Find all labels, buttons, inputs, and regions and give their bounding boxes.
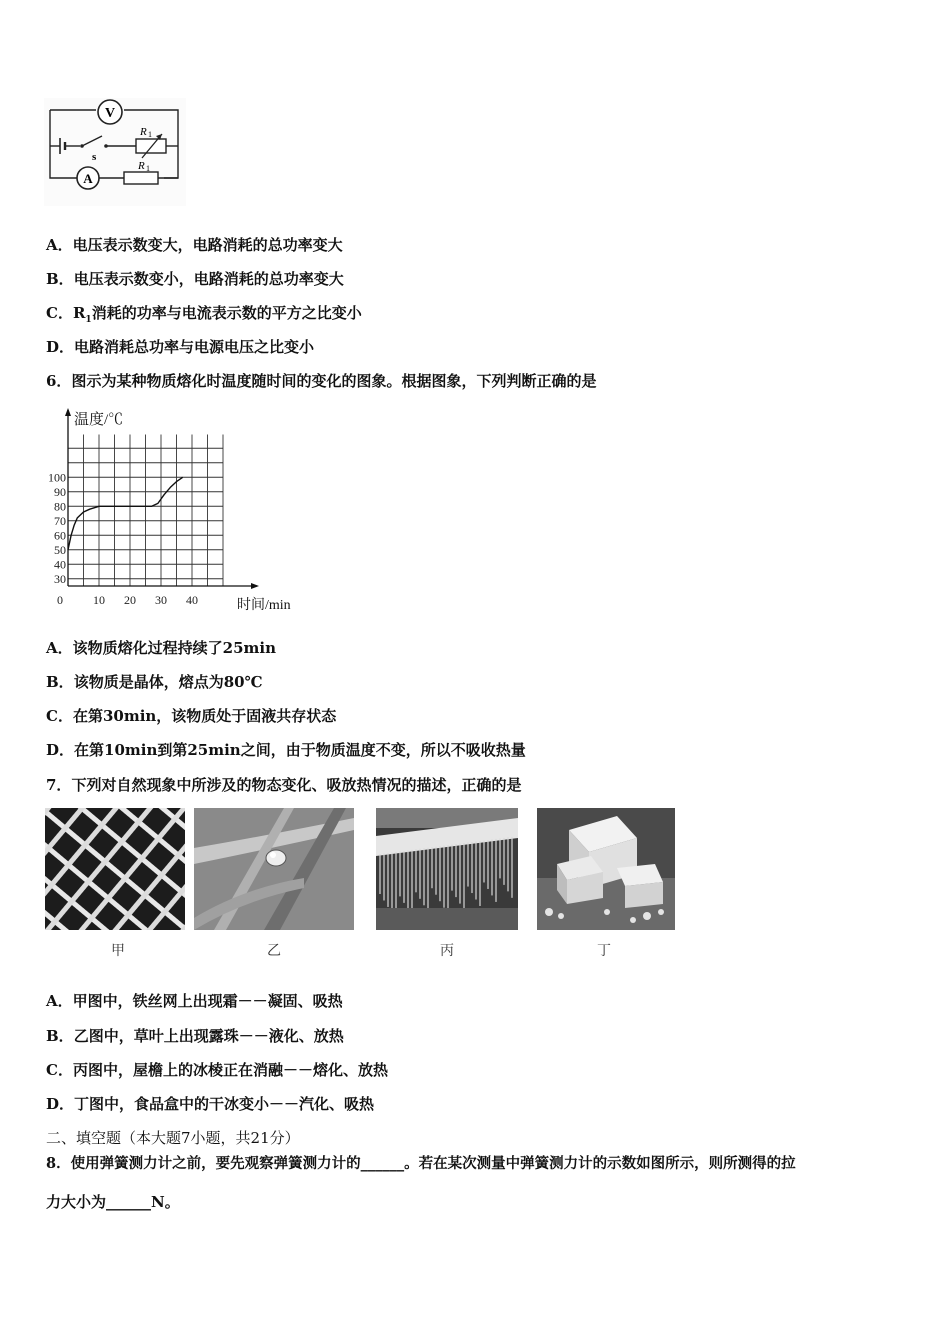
q7-option-b[interactable]: B．乙图中，草叶上出现露珠－－液化、放热	[46, 1027, 344, 1045]
y-tick-label: 80	[54, 499, 66, 514]
q5-option-a[interactable]: A．电压表示数变大，电路消耗的总功率变大	[46, 236, 343, 254]
y-axis-arrow	[65, 408, 71, 416]
svg-text:1: 1	[146, 164, 150, 173]
svg-text:R: R	[138, 160, 145, 172]
caption-bing: 丙	[440, 943, 454, 959]
y-tick-label: 90	[54, 484, 66, 499]
circuit-diagram	[44, 98, 186, 206]
y-tick-label: 60	[54, 528, 66, 543]
photo-dew-on-grass	[194, 808, 354, 930]
q7-option-a[interactable]: A．甲图中，铁丝网上出现霜－－凝固、吸热	[46, 992, 343, 1010]
q5-option-c[interactable]: C．$R_1$消耗的功率与电流表示数的平方之比变小	[46, 304, 362, 325]
x-axis-label: 时间/min	[237, 598, 291, 613]
q5-option-d[interactable]: D．电路消耗总功率与电源电压之比变小	[46, 338, 315, 356]
q6-option-c[interactable]: C．在第30min，该物质处于固液共存状态	[46, 707, 337, 725]
q6-option-b[interactable]: B．该物质是晶体，熔点为80℃	[46, 673, 263, 691]
voltmeter	[98, 100, 122, 124]
x-tick-label: 10	[93, 593, 105, 607]
x-tick-label: 20	[124, 593, 136, 607]
x-tick-label: 30	[155, 593, 167, 607]
x-tick-label: 0	[57, 593, 63, 607]
photo-frost-wire-mesh	[45, 808, 185, 930]
svg-text:s: s	[92, 151, 97, 163]
y-tick-label: 50	[54, 542, 66, 557]
q7-stem: 7．下列对自然现象中所涉及的物态变化、吸放热情况的描述，正确的是	[46, 776, 522, 794]
y-tick-label: 100	[48, 470, 66, 485]
photo-dry-ice	[537, 808, 675, 930]
q6-option-d[interactable]: D．在第10min到第25min之间，由于物质温度不变，所以不吸收热量	[46, 741, 526, 759]
svg-text:V: V	[104, 106, 116, 121]
q5-option-b[interactable]: B．电压表示数变小，电路消耗的总功率变大	[46, 270, 344, 288]
q8-line2: 力大小为______N。	[46, 1193, 180, 1211]
y-tick-label: 70	[54, 513, 66, 528]
caption-jia: 甲	[111, 943, 125, 959]
svg-text:A: A	[83, 171, 93, 186]
series-line-temperature	[68, 477, 183, 550]
q7-option-c[interactable]: C．丙图中，屋檐上的冰棱正在消融－－熔化、放热	[46, 1061, 388, 1079]
x-axis-arrow	[251, 583, 259, 589]
y-axis-label: 温度/℃	[74, 412, 124, 428]
svg-text:1: 1	[148, 130, 152, 139]
caption-yi: 乙	[267, 943, 281, 959]
x-tick-label: 40	[186, 593, 198, 607]
q6-stem: 6．图示为某种物质熔化时温度随时间的变化的图象。根据图象，下列判断正确的是	[46, 372, 597, 390]
svg-text:R: R	[140, 126, 147, 138]
q6-option-a[interactable]: A．该物质熔化过程持续了25min	[46, 639, 276, 657]
section-heading-fill-in: 二、填空题（本大题7小题，共21分）	[46, 1129, 300, 1147]
q7-option-d[interactable]: D．丁图中，食品盒中的干冰变小－－汽化、吸热	[46, 1095, 375, 1113]
photo-icicles-on-eaves	[376, 808, 518, 930]
q8-line1: 8．使用弹簧测力计之前，要先观察弹簧测力计的______。若在某次测量中弹簧测力计的示数如图所示，则所测得的拉	[46, 1155, 796, 1172]
melting-temperature-chart	[44, 404, 291, 616]
y-tick-label: 40	[54, 557, 66, 572]
y-tick-label: 30	[54, 571, 66, 586]
caption-ding: 丁	[597, 943, 611, 959]
